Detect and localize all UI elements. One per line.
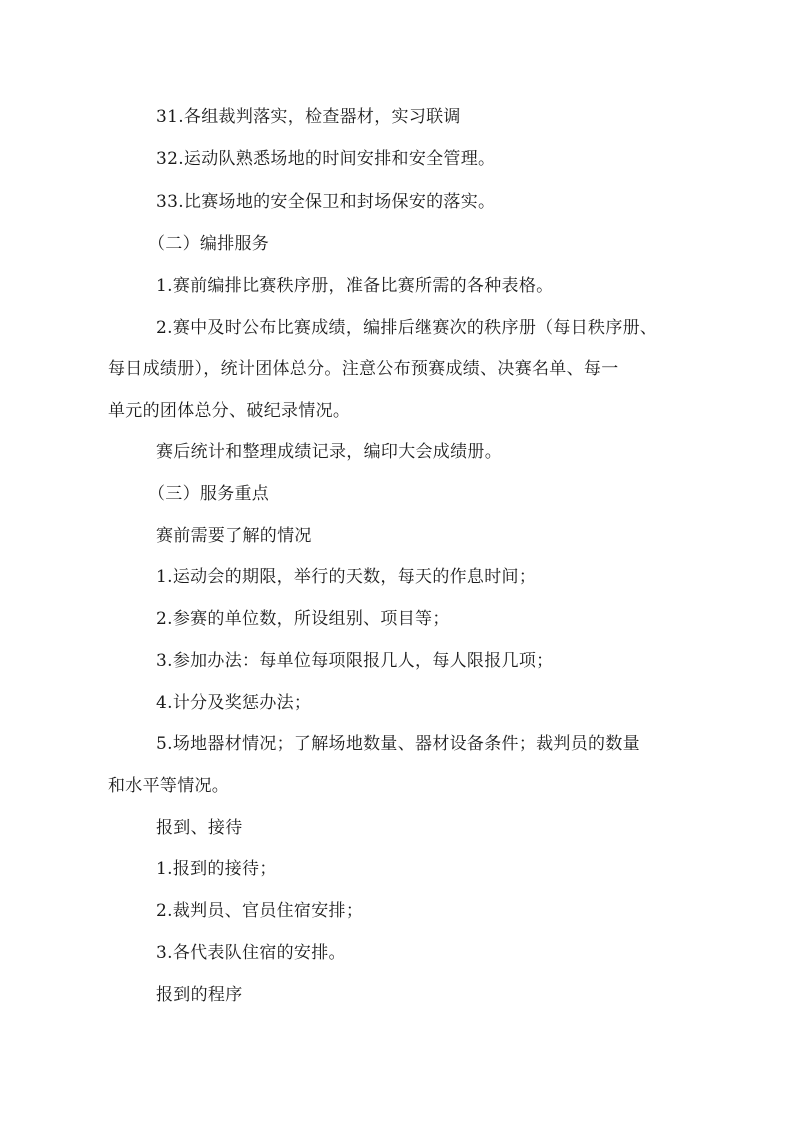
subheading-pre-match-info: 赛前需要了解的情况 <box>156 526 312 546</box>
list-item-5-line-2: 和水平等情况。 <box>108 776 230 796</box>
list-item-1: 1.赛前编排比赛秩序册，准备比赛所需的各种表格。 <box>156 276 554 296</box>
list-item-2: 2.参赛的单位数，所设组别、项目等； <box>156 609 450 629</box>
list-item-1: 1.运动会的期限，举行的天数，每天的作息时间； <box>156 567 537 587</box>
subheading-registration-procedure: 报到的程序 <box>156 985 243 1005</box>
subheading-registration: 报到、接待 <box>156 818 243 838</box>
list-item-1: 1.报到的接待； <box>156 859 277 879</box>
list-item-32: 32.运动队熟悉场地的时间安排和安全管理。 <box>156 149 496 169</box>
list-item-5-line-1: 5.场地器材情况；了解场地数量、器材设备条件；裁判员的数量 <box>156 734 640 754</box>
list-item-2-line-3: 单元的团体总分、破纪录情况。 <box>108 401 351 421</box>
paragraph-post-match: 赛后统计和整理成绩记录，编印大会成绩册。 <box>156 442 502 462</box>
list-item-3: 3.参加办法：每单位每项限报几人，每人限报几项； <box>156 651 554 671</box>
section-heading-2: （二）编排服务 <box>148 234 270 254</box>
list-item-2-line-2: 每日成绩册），统计团体总分。注意公布预赛成绩、决赛名单、每一 <box>108 359 619 379</box>
list-item-2-line-1: 2.赛中及时公布比赛成绩，编排后继赛次的秩序册（每日秩序册、 <box>156 318 658 338</box>
list-item-31: 31.各组裁判落实，检查器材，实习联调 <box>156 107 461 127</box>
section-heading-3: （三）服务重点 <box>148 484 270 504</box>
list-item-4: 4.计分及奖惩办法； <box>156 693 312 713</box>
list-item-3: 3.各代表队住宿的安排。 <box>156 943 346 963</box>
list-item-2: 2.裁判员、官员住宿安排； <box>156 901 364 921</box>
list-item-33: 33.比赛场地的安全保卫和封场保安的落实。 <box>156 192 496 212</box>
